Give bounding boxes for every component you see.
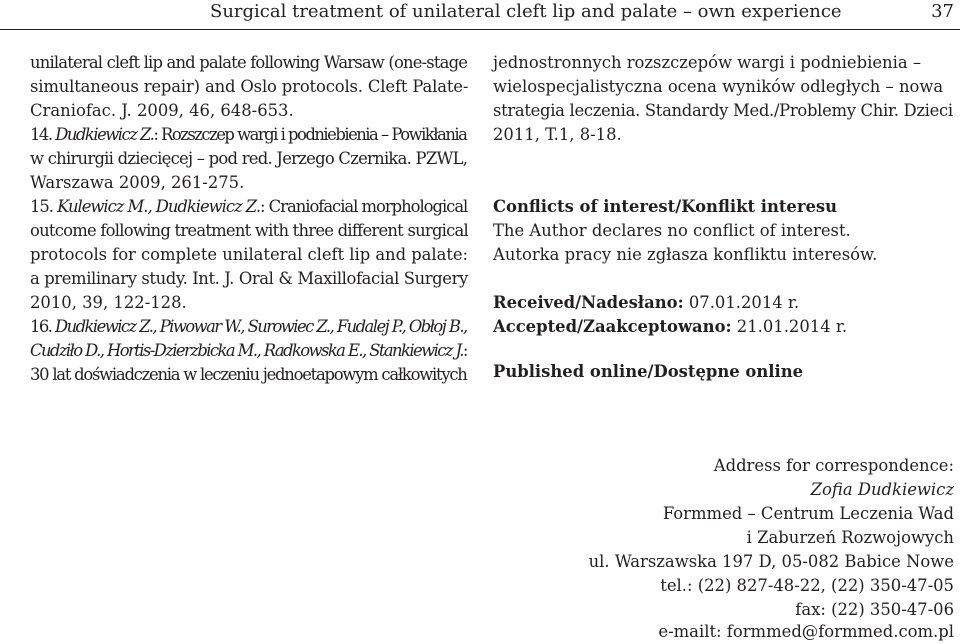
- accepted-value: 21.01.2014 r.: [731, 317, 848, 336]
- reference-16-line-3: 30 lat doświadczenia w leczeniu jednoetapowym całkowitych: [30, 365, 467, 384]
- address-organization-1: Formmed – Centrum Leczenia Wad: [662, 504, 954, 523]
- reference-14-line-1: [30, 123, 466, 147]
- reference-16-line-1: [30, 315, 467, 339]
- reference-15-line-3: protocols for complete unilateral cleft lip and palate:: [30, 245, 469, 264]
- reference-16-cont-line-4: 2011, T.1, 8-18.: [493, 125, 622, 144]
- address-organization-2: i Zaburzeń Rozwojowych: [746, 528, 954, 547]
- reference-16-colon: :: [462, 341, 467, 360]
- reference-15-line-5: 2010, 39, 122-128.: [30, 293, 187, 312]
- reference-13-line-1: unilateral cleft lip and palate following Warsaw (one-stage: [30, 53, 468, 72]
- reference-13-line-3: Craniofac. J. 2009, 46, 648-653.: [30, 101, 294, 120]
- conflicts-statement-en: The Author declares no conflict of interest.: [493, 221, 851, 240]
- reference-14-line-3: Warszawa 2009, 261-275.: [30, 173, 245, 192]
- reference-15-title: : Craniofacial morphological: [260, 197, 468, 216]
- reference-16-authors-2: Cudziło D., Hortis-Dzierzbicka M., Radkowska E., Stankiewicz J.: [30, 341, 463, 360]
- reference-16-authors-1: Dudkiewicz Z., Piwowar W., Surowiec Z., Fudalej P., Obłoj B.,: [55, 317, 467, 336]
- reference-14-line-2: w chirurgii dziecięcej – pod red. Jerzego Czernika. PZWL,: [30, 149, 468, 168]
- reference-13-line-2: simultaneous repair) and Oslo protocols. Cleft Palate-: [30, 77, 469, 96]
- running-title: Surgical treatment of unilateral cleft lip and palate – own experience: [210, 1, 842, 22]
- accepted-date: [493, 315, 847, 339]
- address-telephone: tel.: (22) 827-48-22, (22) 350-47-05: [660, 576, 954, 595]
- accepted-label: Accepted/Zaakceptowano:: [493, 317, 732, 336]
- address-fax: fax: (22) 350-47-06: [795, 600, 954, 619]
- reference-16-line-2: [30, 339, 467, 363]
- conflicts-statement-pl: Autorka pracy nie zgłasza konfliktu interesów.: [493, 245, 878, 264]
- reference-16-cont-line-1: jednostronnych rozszczepów wargi i podniebienia –: [493, 53, 922, 72]
- published-online: Published online/Dostępne online: [493, 362, 804, 381]
- address-street: ul. Warszawska 197 D, 05-082 Babice Nowe: [588, 552, 954, 571]
- reference-15-line-1: [30, 195, 467, 219]
- reference-15-number: 15.: [30, 197, 53, 216]
- reference-15-authors: Kulewicz M., Dudkiewicz Z.: [57, 197, 261, 216]
- received-label: Received/Nadesłano:: [493, 293, 684, 312]
- reference-16-cont-line-3: strategia leczenia. Standardy Med./Problemy Chir. Dzieci: [493, 101, 953, 120]
- address-heading: Address for correspondence:: [713, 456, 954, 475]
- reference-14-number: 14.: [30, 125, 52, 144]
- reference-16-number: 16.: [30, 317, 52, 336]
- received-value: 07.01.2014 r.: [683, 293, 800, 312]
- address-name: Zofia Dudkiewicz: [810, 480, 954, 499]
- reference-15-line-4: a premilinary study. Int. J. Oral & Maxillofacial Surgery: [30, 269, 468, 288]
- address-email: e-mailt: formmed@formmed.com.pl: [658, 622, 954, 641]
- reference-15-line-2: outcome following treatment with three different surgical: [30, 221, 469, 240]
- page-header: [0, 0, 960, 30]
- reference-14-title: : Rozszczep wargi i podniebienia – Powikłania: [153, 125, 467, 144]
- page-number: 37: [931, 1, 954, 22]
- received-date: [493, 291, 799, 315]
- reference-14-author: Dudkiewicz Z.: [55, 125, 154, 144]
- conflicts-heading: Conflicts of interest/Konflikt interesu: [493, 197, 838, 216]
- reference-16-cont-line-2: wielospecjalistyczna ocena wyników odległych – nowa: [493, 77, 944, 96]
